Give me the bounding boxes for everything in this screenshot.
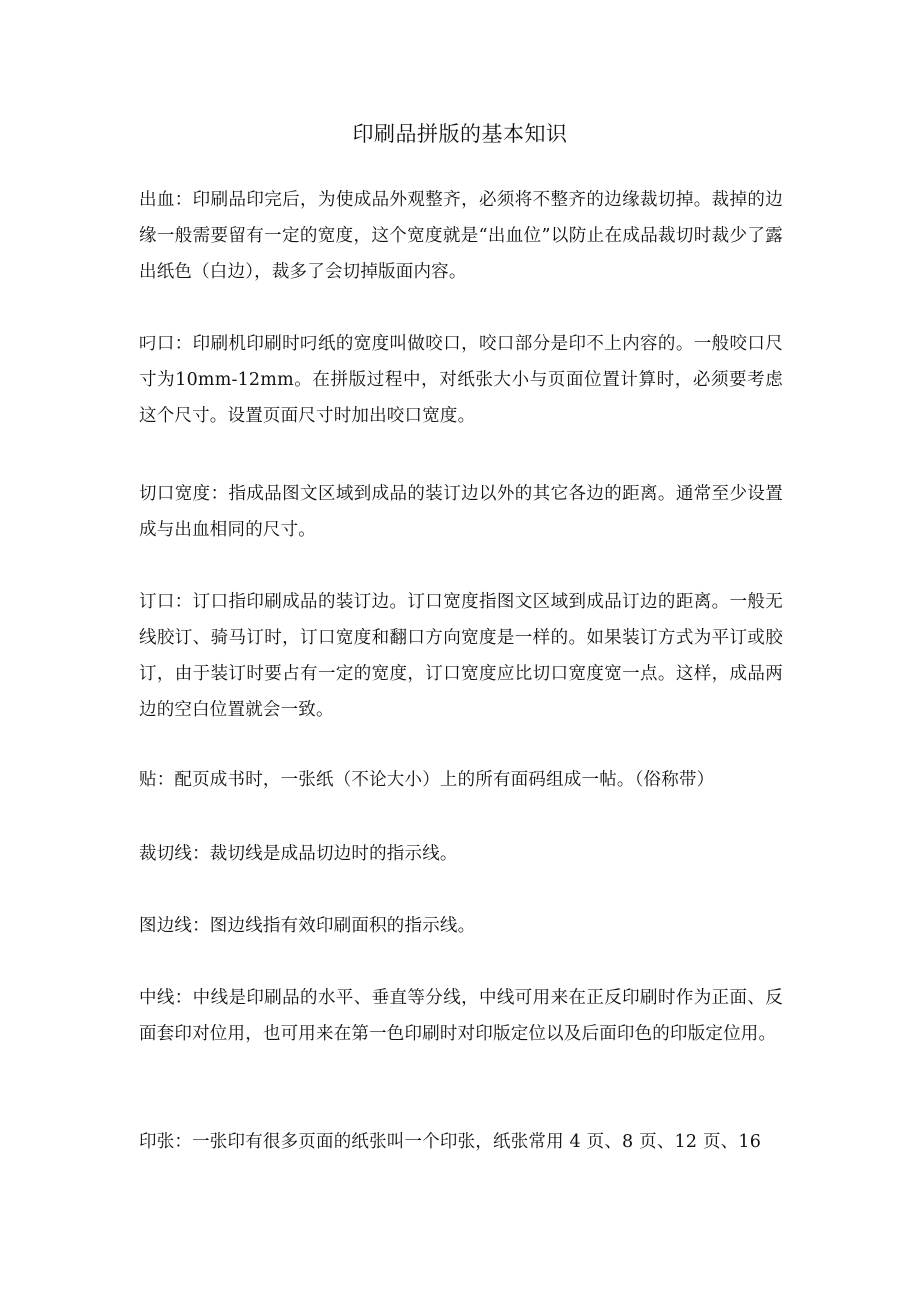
paragraph-bleed: 出血：印刷品印完后，为使成品外观整齐，必须将不整齐的边缘裁切掉。裁掉的边缘一般需要留有一定的宽度，这个宽度就是“出血位”以防止在成品裁切时裁少了露出纸色（白边），裁多了会切掉版面内容。 (139, 190, 783, 282)
paragraph-trim-margin: 切口宽度：指成品图文区域到成品的装订边以外的其它各边的距离。通常至少设置成与出血相同的尺寸。 (139, 484, 783, 540)
paragraph-printed-sheet: 印张：一张印有很多页面的纸张叫一个印张，纸张常用 4 页、8 页、12 页、16 (139, 1132, 762, 1152)
paragraph-cut-line: 裁切线：裁切线是成品切边时的指示线。 (139, 844, 458, 864)
paragraph-gripper: 叼口：印刷机印刷时叼纸的宽度叫做咬口，咬口部分是印不上内容的。一般咬口尺寸为10mm-12mm。在拼版过程中，对纸张大小与页面位置计算时，必须要考虑这个尺寸。设置页面尺寸时加出咬口宽度。 (139, 334, 783, 426)
paragraph-center-line: 中线：中线是印刷品的水平、垂直等分线，中线可用来在正反印刷时作为正面、反面套印对位用，也可用来在第一色印刷时对印版定位以及后面印色的印版定位用。 (139, 988, 783, 1044)
paragraph-image-border-line: 图边线：图边线指有效印刷面积的指示线。 (139, 916, 476, 936)
page-title: 印刷品拼版的基本知识 (352, 122, 568, 146)
paragraph-signature: 贴：配页成书时，一张纸（不论大小）上的所有面码组成一帖。（俗称带） (139, 770, 715, 790)
paragraph-binding-edge: 订口：订口指印刷成品的装订边。订口宽度指图文区域到成品订边的距离。一般无线胶订、骑马订时，订口宽度和翻口方向宽度是一样的。如果装订方式为平订或胶订，由于装订时要占有一定的宽度，订口宽度应比切口宽度宽一点。这样，成品两边的空白位置就会一致。 (139, 592, 783, 720)
